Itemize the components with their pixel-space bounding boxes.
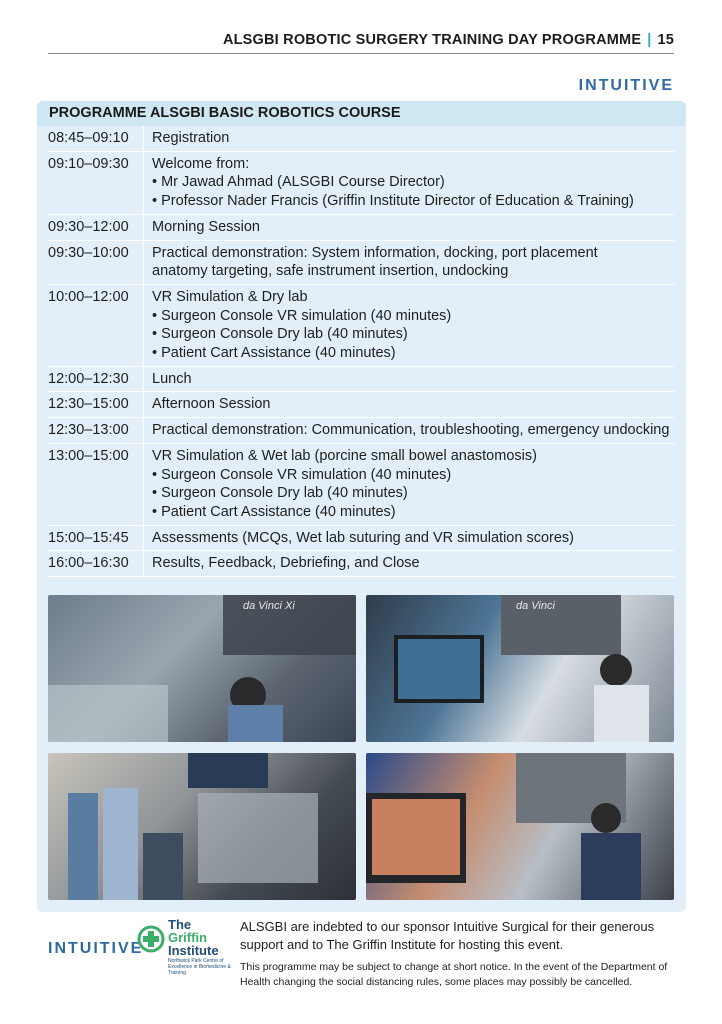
- row-time: 16:00–16:30: [48, 551, 144, 577]
- header-title: ALSGBI ROBOTIC SURGERY TRAINING DAY PROGRAMME: [222, 32, 642, 48]
- row-description: [144, 284, 675, 366]
- row-description: [144, 551, 675, 577]
- programme-row: [48, 392, 674, 418]
- row-time: 08:45–09:10: [48, 126, 144, 151]
- row-bullet: • Surgeon Console VR simulation (40 minutes): [152, 466, 452, 483]
- row-description: [144, 418, 675, 444]
- programme-row: [48, 418, 674, 444]
- row-bullet: • Mr Jawad Ahmad (ALSGBI Course Director): [152, 174, 445, 191]
- row-bullet: • Patient Cart Assistance (40 minutes): [152, 503, 396, 520]
- programme-row: [48, 151, 674, 214]
- photo-console-monitor: [366, 595, 674, 742]
- row-time: 13:00–15:00: [48, 443, 144, 525]
- programme-row: [48, 214, 674, 240]
- row-title: Lunch: [152, 370, 192, 387]
- header-rule: [48, 53, 674, 54]
- programme-row: [48, 284, 674, 366]
- row-title: Practical demonstration: Communication, troubleshooting, emergency undocking: [152, 422, 670, 439]
- intuitive-logo-top: INTUITIVE: [578, 77, 674, 94]
- row-time: 12:30–15:00: [48, 392, 144, 418]
- griffin-subtitle: Northwick Park Centre of Excellence in Biomedicine & Training: [168, 958, 231, 976]
- row-time: 09:10–09:30: [48, 151, 144, 214]
- row-time: 09:30–12:00: [48, 214, 144, 240]
- row-description: [144, 392, 675, 418]
- programme-row: [48, 240, 674, 284]
- row-time: 09:30–10:00: [48, 240, 144, 284]
- programme-row: [48, 366, 674, 392]
- row-time: 12:00–12:30: [48, 366, 144, 392]
- row-title: Afternoon Session: [152, 396, 271, 413]
- page-number: 15: [657, 32, 674, 48]
- row-title: Registration: [152, 130, 230, 146]
- programme-row: [48, 551, 674, 577]
- programme-title: PROGRAMME ALSGBI BASIC ROBOTICS COURSE: [49, 105, 401, 121]
- page-header: [48, 32, 674, 48]
- row-description: [144, 126, 675, 151]
- row-bullet: • Surgeon Console VR simulation (40 minutes): [152, 307, 452, 324]
- row-bullet: • Surgeon Console Dry lab (40 minutes): [152, 326, 408, 343]
- row-title: Assessments (MCQs, Wet lab suturing and VR simulation scores): [152, 529, 574, 546]
- row-description: [144, 240, 675, 284]
- programme-row: [48, 525, 674, 551]
- row-bullet: • Professor Nader Francis (Griffin Institute Director of Education & Training): [152, 193, 634, 210]
- griffin-institute-logo: [136, 918, 236, 978]
- programme-row: [48, 126, 674, 151]
- row-bullet: anatomy targeting, safe instrument insertion, undocking: [152, 263, 509, 280]
- row-bullet: • Surgeon Console Dry lab (40 minutes): [152, 485, 408, 502]
- photo-group-demo: [48, 753, 356, 900]
- intuitive-logo-footer: INTUITIVE: [48, 940, 144, 957]
- sponsor-thanks: ALSGBI are indebted to our sponsor Intuitive Surgical for their generous support and to The Griffin Institute for hosting this event.: [240, 919, 655, 952]
- row-bullet: • Patient Cart Assistance (40 minutes): [152, 345, 396, 362]
- p2-label: da Vinci: [516, 600, 555, 612]
- griffin-cross-icon: [136, 924, 166, 954]
- programme-row: [48, 443, 674, 525]
- row-title: Practical demonstration: System information, docking, port placement: [152, 244, 598, 261]
- row-title: VR Simulation & Wet lab (porcine small bowel anastomosis): [152, 447, 537, 464]
- row-time: 12:30–13:00: [48, 418, 144, 444]
- photo-wet-lab: [366, 753, 674, 900]
- row-title: Welcome from:: [152, 155, 250, 172]
- row-title: VR Simulation & Dry lab: [152, 288, 308, 305]
- photo-training-room: [48, 595, 356, 742]
- row-time: 15:00–15:45: [48, 525, 144, 551]
- header-separator: |: [647, 32, 652, 48]
- p1-label: da Vinci Xi: [243, 600, 295, 612]
- row-description: [144, 525, 675, 551]
- row-time: 10:00–12:00: [48, 284, 144, 366]
- row-description: [144, 214, 675, 240]
- programme-title-bar: [37, 101, 686, 126]
- disclaimer-note: This programme may be subject to change at short notice. In the event of the Department of Health changing the social distancing rules, some places may possibly be cancelled.: [240, 961, 668, 988]
- row-description: [144, 443, 675, 525]
- row-description: [144, 151, 675, 214]
- griffin-name: The Griffin Institute: [168, 917, 219, 958]
- row-title: Morning Session: [152, 218, 260, 235]
- row-title: Results, Feedback, Debriefing, and Close: [152, 555, 420, 572]
- programme-table: [48, 126, 674, 577]
- photo-grid: [48, 595, 674, 900]
- row-description: [144, 366, 675, 392]
